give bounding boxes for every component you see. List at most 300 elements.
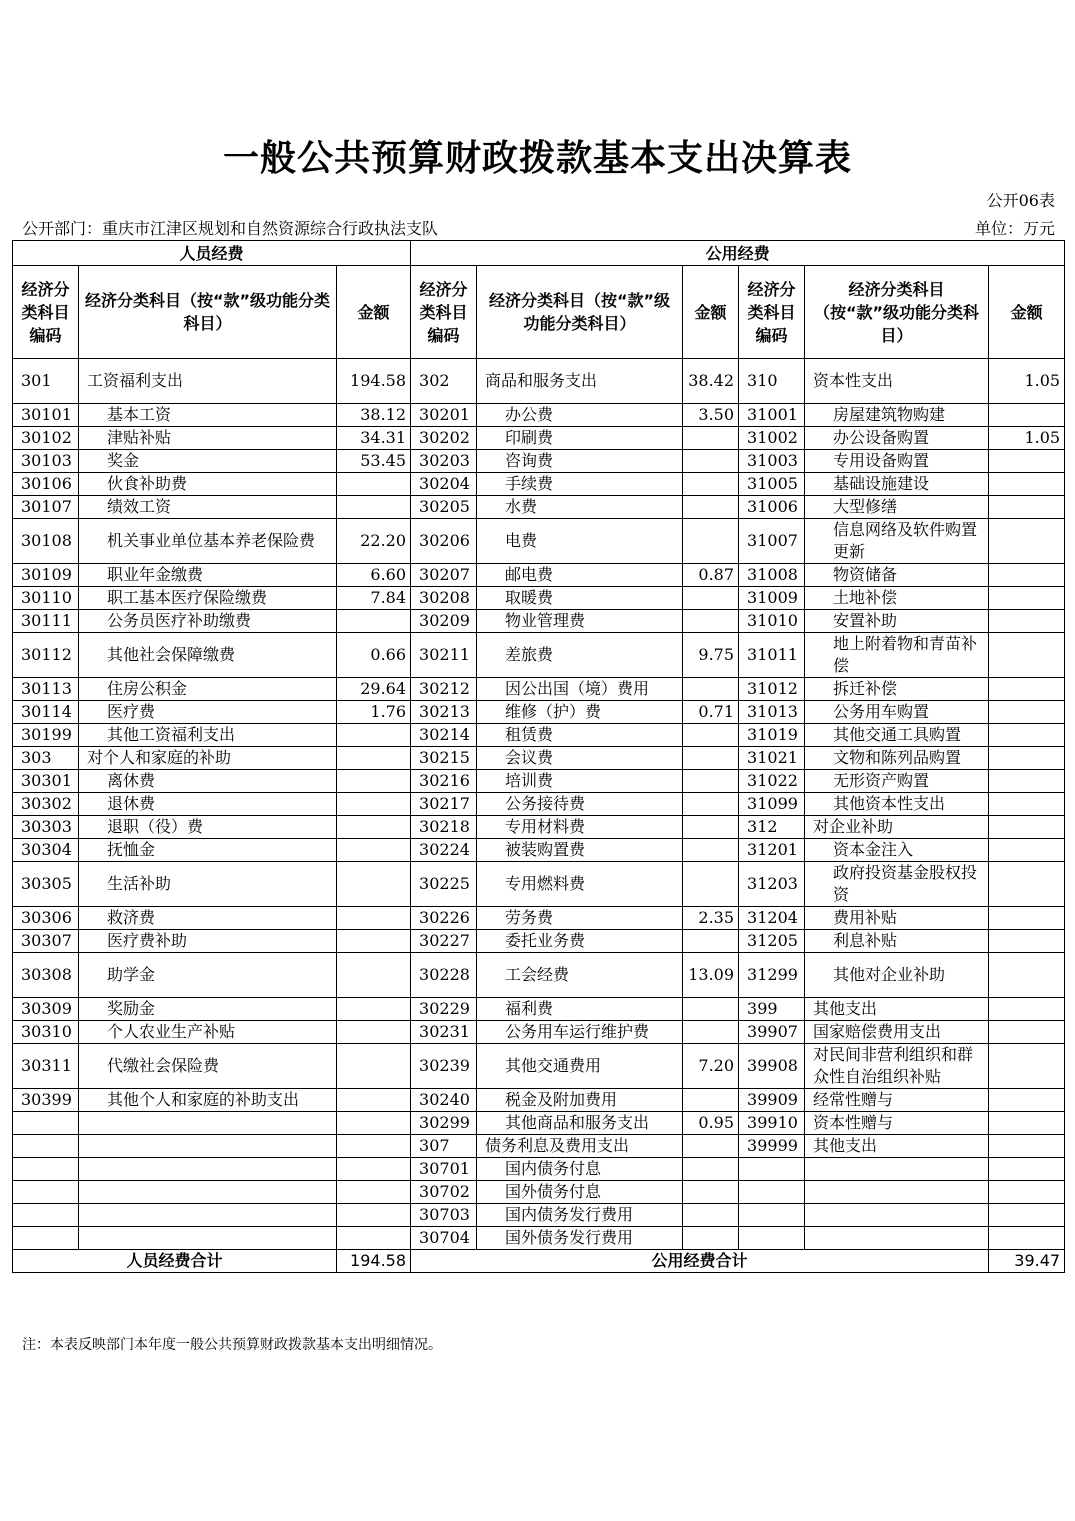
row-name-capital: 经常性赠与 [805,1089,989,1112]
row-code-public: 30227 [411,930,477,953]
page-title: 一般公共预算财政拨款基本支出决算表 [222,138,852,179]
row-name-personnel [79,1112,337,1135]
row-name-public: 维修（护）费 [477,701,683,724]
table-row [13,724,1065,747]
row-amount-personnel [337,1227,411,1250]
row-amount-capital [989,1227,1065,1250]
row-name-capital: 拆迁补偿 [805,678,989,701]
row-amount-capital [989,1089,1065,1112]
row-name-personnel: 救济费 [79,907,337,930]
row-code-public: 30209 [411,610,477,633]
row-code-public: 30225 [411,862,477,907]
row-name-personnel: 其他社会保障缴费 [79,633,337,678]
row-amount-capital [989,747,1065,770]
row-amount-capital [989,1135,1065,1158]
row-name-personnel: 奖励金 [79,998,337,1021]
row-code-personnel: 30302 [13,793,79,816]
row-amount-personnel [337,907,411,930]
row-code-capital: 399 [739,998,805,1021]
row-amount-personnel [337,998,411,1021]
row-name-public: 公务接待费 [477,793,683,816]
row-name-capital: 信息网络及软件购置更新 [805,519,989,564]
row-code-personnel: 30305 [13,862,79,907]
row-amount-public: 9.75 [683,633,739,678]
row-name-public: 委托业务费 [477,930,683,953]
row-amount-personnel [337,1204,411,1227]
row-name-personnel: 医疗费补助 [79,930,337,953]
row-code-personnel: 30307 [13,930,79,953]
row-name-personnel [79,1135,337,1158]
row-name-public: 培训费 [477,770,683,793]
row-amount-public [683,473,739,496]
row-amount-capital [989,473,1065,496]
row-code-capital: 310 [739,359,805,404]
row-name-public: 取暖费 [477,587,683,610]
table-row [13,862,1065,907]
row-amount-public [683,770,739,793]
row-amount-public: 38.42 [683,359,739,404]
row-code-capital: 31005 [739,473,805,496]
row-code-personnel: 30107 [13,496,79,519]
row-code-personnel: 301 [13,359,79,404]
col-header-name: 经济分类科目（按“款”级功能分类科目） [79,266,337,359]
row-code-capital: 31010 [739,610,805,633]
row-amount-public [683,862,739,907]
row-code-capital: 31006 [739,496,805,519]
row-name-capital: 其他支出 [805,1135,989,1158]
row-amount-capital [989,1204,1065,1227]
row-code-public: 30204 [411,473,477,496]
row-amount-public: 0.71 [683,701,739,724]
row-name-personnel: 住房公积金 [79,678,337,701]
personnel-total-amount: 194.58 [337,1250,411,1273]
row-amount-capital [989,930,1065,953]
row-amount-capital [989,1181,1065,1204]
col-header-amount: 金额 [989,266,1065,359]
row-code-public: 30226 [411,907,477,930]
footnote: 注：本表反映部门本年度一般公共预算财政拨款基本支出明细情况。 [22,1337,442,1353]
row-name-personnel: 生活补助 [79,862,337,907]
table-number: 公开06表 [986,191,1055,210]
row-name-personnel: 代缴社会保险费 [79,1044,337,1089]
row-code-personnel: 30303 [13,816,79,839]
row-name-public: 会议费 [477,747,683,770]
row-code-capital: 31003 [739,450,805,473]
row-code-public: 30201 [411,404,477,427]
department-label: 公开部门：重庆市江津区规划和自然资源综合行政执法支队 [22,219,439,238]
row-name-capital: 利息补贴 [805,930,989,953]
row-code-capital: 312 [739,816,805,839]
row-code-personnel: 30112 [13,633,79,678]
row-code-personnel: 30110 [13,587,79,610]
row-name-public: 公务用车运行维护费 [477,1021,683,1044]
row-amount-public [683,839,739,862]
row-amount-public [683,610,739,633]
row-amount-capital [989,1021,1065,1044]
row-name-capital: 其他支出 [805,998,989,1021]
row-name-capital: 专用设备购置 [805,450,989,473]
row-code-personnel: 30309 [13,998,79,1021]
row-code-public: 30202 [411,427,477,450]
row-code-public: 30205 [411,496,477,519]
row-amount-public [683,724,739,747]
table-row [13,359,1065,404]
row-code-public: 30212 [411,678,477,701]
row-code-capital: 31299 [739,953,805,998]
row-amount-capital [989,404,1065,427]
row-code-capital: 31012 [739,678,805,701]
row-code-capital: 31001 [739,404,805,427]
row-amount-capital [989,519,1065,564]
row-name-capital: 公务用车购置 [805,701,989,724]
row-name-public: 国外债务付息 [477,1181,683,1204]
row-amount-capital [989,678,1065,701]
row-name-public: 债务利息及费用支出 [477,1135,683,1158]
row-code-personnel: 30306 [13,907,79,930]
row-amount-public: 0.87 [683,564,739,587]
table-row [13,1135,1065,1158]
row-code-capital: 39910 [739,1112,805,1135]
row-amount-capital [989,793,1065,816]
table-row [13,907,1065,930]
row-amount-public [683,587,739,610]
row-name-capital: 基础设施建设 [805,473,989,496]
row-amount-capital [989,701,1065,724]
table-row [13,1021,1065,1044]
row-amount-capital [989,633,1065,678]
row-amount-personnel [337,793,411,816]
row-code-public: 30206 [411,519,477,564]
row-amount-public: 0.95 [683,1112,739,1135]
col-header-name: 经济分类科目（按“款”级功能分类科目） [477,266,683,359]
row-code-personnel [13,1204,79,1227]
row-amount-capital: 1.05 [989,427,1065,450]
row-code-capital: 31008 [739,564,805,587]
row-name-capital: 费用补贴 [805,907,989,930]
row-name-personnel: 离休费 [79,770,337,793]
row-code-capital [739,1204,805,1227]
row-name-personnel: 医疗费 [79,701,337,724]
table-row [13,496,1065,519]
row-code-capital [739,1158,805,1181]
row-amount-personnel: 1.76 [337,701,411,724]
table-row [13,1181,1065,1204]
col-header-name: 经济分类科目（按“款”级功能分类科目） [805,266,989,359]
table-row [13,427,1065,450]
personnel-total-label: 人员经费合计 [13,1250,337,1273]
row-amount-capital [989,1158,1065,1181]
row-amount-personnel: 38.12 [337,404,411,427]
row-code-personnel [13,1135,79,1158]
row-code-capital: 31011 [739,633,805,678]
row-name-public: 劳务费 [477,907,683,930]
row-amount-capital: 1.05 [989,359,1065,404]
row-name-capital: 政府投资基金股权投资 [805,862,989,907]
row-amount-capital [989,564,1065,587]
row-code-personnel [13,1227,79,1250]
row-amount-capital [989,907,1065,930]
row-name-public: 专用材料费 [477,816,683,839]
table-row [13,1044,1065,1089]
row-name-public: 其他交通费用 [477,1044,683,1089]
table-row [13,1089,1065,1112]
row-code-capital: 31021 [739,747,805,770]
row-name-public: 其他商品和服务支出 [477,1112,683,1135]
row-code-personnel: 30113 [13,678,79,701]
row-name-capital: 其他交通工具购置 [805,724,989,747]
row-code-capital: 31007 [739,519,805,564]
table-row [13,1158,1065,1181]
row-name-capital [805,1158,989,1181]
row-amount-public: 13.09 [683,953,739,998]
row-code-capital [739,1181,805,1204]
row-code-capital: 31201 [739,839,805,862]
row-name-capital: 物资储备 [805,564,989,587]
row-name-capital: 其他对企业补助 [805,953,989,998]
row-name-public: 电费 [477,519,683,564]
row-code-public: 30213 [411,701,477,724]
row-amount-capital [989,839,1065,862]
row-code-public: 30239 [411,1044,477,1089]
row-name-capital: 对企业补助 [805,816,989,839]
row-name-capital [805,1181,989,1204]
row-code-personnel: 30103 [13,450,79,473]
row-amount-personnel: 34.31 [337,427,411,450]
table-row [13,1204,1065,1227]
row-code-public: 30701 [411,1158,477,1181]
table-row [13,701,1065,724]
row-name-personnel: 工资福利支出 [79,359,337,404]
budget-table [12,240,1065,1273]
table-row [13,564,1065,587]
row-code-personnel: 303 [13,747,79,770]
row-amount-public [683,930,739,953]
row-amount-capital [989,587,1065,610]
row-amount-capital [989,816,1065,839]
col-header-amount: 金额 [337,266,411,359]
row-code-capital: 31203 [739,862,805,907]
row-code-capital: 31205 [739,930,805,953]
table-body [13,359,1065,1250]
row-amount-public [683,1181,739,1204]
row-code-public: 30224 [411,839,477,862]
row-amount-capital [989,862,1065,907]
row-amount-personnel [337,1181,411,1204]
row-name-capital: 文物和陈列品购置 [805,747,989,770]
row-amount-personnel: 0.66 [337,633,411,678]
row-name-public: 租赁费 [477,724,683,747]
row-name-personnel: 绩效工资 [79,496,337,519]
row-name-capital: 办公设备购置 [805,427,989,450]
row-amount-public [683,998,739,1021]
row-name-personnel: 抚恤金 [79,839,337,862]
row-name-personnel: 其他个人和家庭的补助支出 [79,1089,337,1112]
row-code-capital [739,1227,805,1250]
row-name-personnel [79,1227,337,1250]
row-code-public: 30299 [411,1112,477,1135]
row-name-capital [805,1204,989,1227]
row-amount-personnel: 7.84 [337,587,411,610]
row-code-public: 30214 [411,724,477,747]
row-name-public: 办公费 [477,404,683,427]
row-amount-personnel [337,930,411,953]
row-code-personnel: 30199 [13,724,79,747]
row-amount-public [683,747,739,770]
table-row [13,678,1065,701]
row-amount-personnel: 22.20 [337,519,411,564]
row-amount-personnel: 29.64 [337,678,411,701]
row-code-public: 30217 [411,793,477,816]
table-row [13,816,1065,839]
row-code-personnel: 30109 [13,564,79,587]
row-code-capital: 31204 [739,907,805,930]
row-amount-capital [989,770,1065,793]
row-name-public: 印刷费 [477,427,683,450]
row-amount-public [683,519,739,564]
row-code-personnel: 30114 [13,701,79,724]
row-amount-personnel [337,1158,411,1181]
row-amount-capital [989,610,1065,633]
row-name-personnel: 个人农业生产补贴 [79,1021,337,1044]
row-code-personnel: 30101 [13,404,79,427]
table-row [13,610,1065,633]
row-name-public: 国内债务发行费用 [477,1204,683,1227]
row-code-capital: 31002 [739,427,805,450]
row-amount-personnel [337,747,411,770]
row-name-personnel [79,1181,337,1204]
row-amount-personnel [337,839,411,862]
table-row [13,839,1065,862]
row-code-personnel: 30301 [13,770,79,793]
row-amount-capital [989,953,1065,998]
row-code-personnel: 30102 [13,427,79,450]
row-name-public: 咨询费 [477,450,683,473]
row-code-public: 302 [411,359,477,404]
group-header-public: 公用经费 [411,241,1065,266]
row-name-personnel: 退职（役）费 [79,816,337,839]
row-amount-personnel [337,496,411,519]
row-code-personnel: 30308 [13,953,79,998]
row-amount-capital [989,724,1065,747]
row-code-capital: 31099 [739,793,805,816]
row-amount-personnel [337,953,411,998]
row-amount-personnel [337,1021,411,1044]
col-header-code: 经济分类科目编码 [411,266,477,359]
totals-row [13,1250,1065,1273]
row-code-public: 30207 [411,564,477,587]
row-name-personnel: 职工基本医疗保险缴费 [79,587,337,610]
table-row [13,793,1065,816]
row-code-public: 30702 [411,1181,477,1204]
row-name-capital: 无形资产购置 [805,770,989,793]
row-amount-public: 7.20 [683,1044,739,1089]
row-code-capital: 31013 [739,701,805,724]
table-row [13,930,1065,953]
row-amount-public: 2.35 [683,907,739,930]
row-code-personnel: 30304 [13,839,79,862]
row-amount-capital [989,496,1065,519]
row-name-personnel: 基本工资 [79,404,337,427]
row-code-public: 30231 [411,1021,477,1044]
table-row [13,770,1065,793]
row-amount-personnel [337,610,411,633]
table-row [13,404,1065,427]
group-header-personnel: 人员经费 [13,241,411,266]
row-name-public: 因公出国（境）费用 [477,678,683,701]
row-code-public: 30218 [411,816,477,839]
row-name-capital: 地上附着物和青苗补偿 [805,633,989,678]
row-code-public: 30208 [411,587,477,610]
row-name-public: 差旅费 [477,633,683,678]
row-code-personnel: 30108 [13,519,79,564]
row-amount-personnel [337,862,411,907]
table-row [13,747,1065,770]
row-code-capital: 39907 [739,1021,805,1044]
row-amount-capital [989,1112,1065,1135]
row-code-capital: 39908 [739,1044,805,1089]
row-amount-personnel [337,473,411,496]
table-row [13,519,1065,564]
row-amount-public [683,1089,739,1112]
row-name-public: 国内债务付息 [477,1158,683,1181]
row-code-personnel: 30311 [13,1044,79,1089]
public-total-label: 公用经费合计 [411,1250,989,1273]
row-name-personnel: 对个人和家庭的补助 [79,747,337,770]
row-amount-public [683,1158,739,1181]
row-name-capital: 资本性赠与 [805,1112,989,1135]
row-name-personnel [79,1204,337,1227]
row-amount-public [683,450,739,473]
row-name-public: 邮电费 [477,564,683,587]
row-name-personnel [79,1158,337,1181]
row-name-public: 物业管理费 [477,610,683,633]
row-code-personnel: 30399 [13,1089,79,1112]
row-name-personnel: 津贴补贴 [79,427,337,450]
row-amount-public: 3.50 [683,404,739,427]
row-amount-personnel [337,816,411,839]
row-code-public: 30216 [411,770,477,793]
row-code-personnel: 30310 [13,1021,79,1044]
row-name-public: 商品和服务支出 [477,359,683,404]
row-name-personnel: 公务员医疗补助缴费 [79,610,337,633]
row-code-public: 30203 [411,450,477,473]
row-name-public: 国外债务发行费用 [477,1227,683,1250]
table-row [13,587,1065,610]
row-code-capital: 31019 [739,724,805,747]
row-name-public: 手续费 [477,473,683,496]
table-row [13,1227,1065,1250]
row-amount-public [683,1227,739,1250]
row-code-personnel [13,1158,79,1181]
row-code-personnel: 30111 [13,610,79,633]
row-name-capital: 资本金注入 [805,839,989,862]
row-code-capital: 39909 [739,1089,805,1112]
row-name-personnel: 助学金 [79,953,337,998]
row-amount-personnel: 194.58 [337,359,411,404]
table-row [13,450,1065,473]
row-name-personnel: 奖金 [79,450,337,473]
row-amount-capital [989,450,1065,473]
row-amount-personnel [337,724,411,747]
row-name-capital: 土地补偿 [805,587,989,610]
table-row [13,633,1065,678]
row-amount-personnel: 53.45 [337,450,411,473]
row-code-public: 30211 [411,633,477,678]
row-code-personnel: 30106 [13,473,79,496]
row-amount-public [683,793,739,816]
table-row [13,473,1065,496]
table-row [13,998,1065,1021]
